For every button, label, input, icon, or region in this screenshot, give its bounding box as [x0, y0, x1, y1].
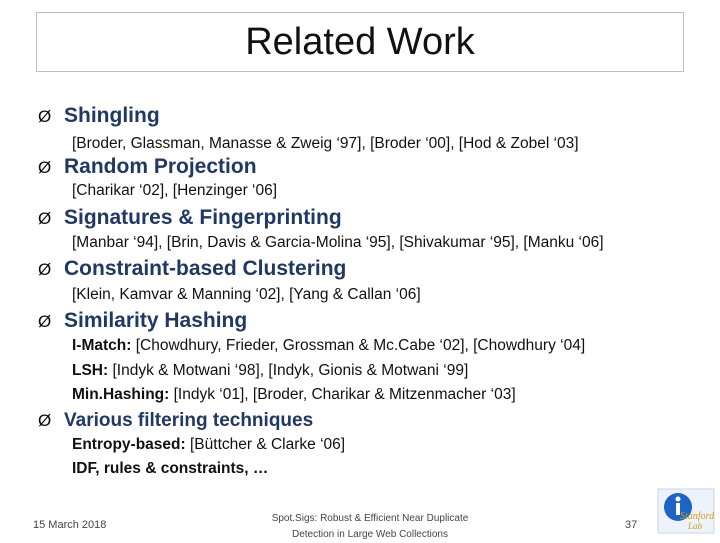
reference-term: I-Match:: [72, 337, 132, 354]
reference-line: [72, 362, 468, 380]
bullet-label: Similarity Hashing: [64, 309, 248, 332]
footer-title-line: Detection in Large Web Collections: [291, 529, 448, 540]
reference-term: LSH:: [72, 362, 109, 379]
bullet-label: Signatures & Fingerprinting: [64, 206, 342, 229]
page-number: 37: [625, 519, 638, 531]
logo-text-bottom: Lab: [688, 521, 703, 531]
arrow-bullet-icon: Ø: [38, 260, 52, 279]
bullet-filtering-techniques: [38, 410, 313, 432]
reference-line: [Manbar ‘94], [Brin, Davis & Garcia-Molina ‘95], [Shivakumar ‘95], [Manku ‘06]: [72, 234, 604, 251]
footer-date: 15 March 2018: [33, 519, 107, 531]
bullet-similarity-hashing: [38, 309, 247, 333]
arrow-bullet-icon: Ø: [38, 209, 52, 228]
reference-text: [Chowdhury, Frieder, Grossman & Mc.Cabe ‘02], [Chowdhury ‘04]: [131, 337, 586, 354]
reference-line: [Broder, Glassman, Manasse & Zweig ‘97], [Broder ‘00], [Hod & Zobel ‘03]: [72, 135, 579, 152]
arrow-bullet-icon: Ø: [38, 158, 52, 177]
bullet-label: Constraint-based Clustering: [64, 257, 347, 280]
reference-line: [Klein, Kamvar & Manning ‘02], [Yang & Callan ‘06]: [72, 286, 421, 303]
bullet-signatures: [38, 206, 342, 230]
reference-line: [72, 386, 516, 404]
reference-term: IDF, rules & constraints, …: [72, 460, 269, 477]
bullet-random-projection: [38, 155, 257, 179]
reference-text: [Indyk & Motwani ‘98], [Indyk, Gionis & Motwani ‘99]: [108, 362, 469, 379]
bullet-shingling: [38, 104, 160, 128]
bullet-label: Shingling: [64, 104, 160, 127]
reference-term: Entropy-based:: [72, 436, 186, 453]
arrow-bullet-icon: Ø: [38, 107, 52, 126]
footer-title-line: Spot.Sigs: Robust & Efficient Near Duplicate: [271, 513, 469, 524]
title-box: [36, 12, 684, 72]
reference-line: [72, 460, 268, 478]
slide-title: Related Work: [245, 20, 475, 63]
bullet-label: Random Projection: [64, 155, 257, 178]
reference-line: [Charikar ‘02], [Henzinger ‘06]: [72, 182, 278, 199]
stanford-lab-logo: [656, 487, 716, 535]
arrow-bullet-icon: Ø: [38, 312, 52, 331]
bullet-constraint-clustering: [38, 257, 346, 281]
arrow-bullet-icon: Ø: [38, 411, 52, 430]
reference-line: [72, 337, 585, 355]
reference-line: [72, 436, 345, 454]
bullet-label: Various filtering techniques: [64, 410, 314, 431]
footer-title: [250, 511, 490, 543]
reference-text: [Büttcher & Clarke ‘06]: [185, 436, 346, 453]
logo-text-top: Stanford: [680, 511, 715, 522]
reference-term: Min.Hashing:: [72, 386, 170, 403]
reference-text: [Indyk ‘01], [Broder, Charikar & Mitzenmacher ‘03]: [169, 386, 516, 403]
